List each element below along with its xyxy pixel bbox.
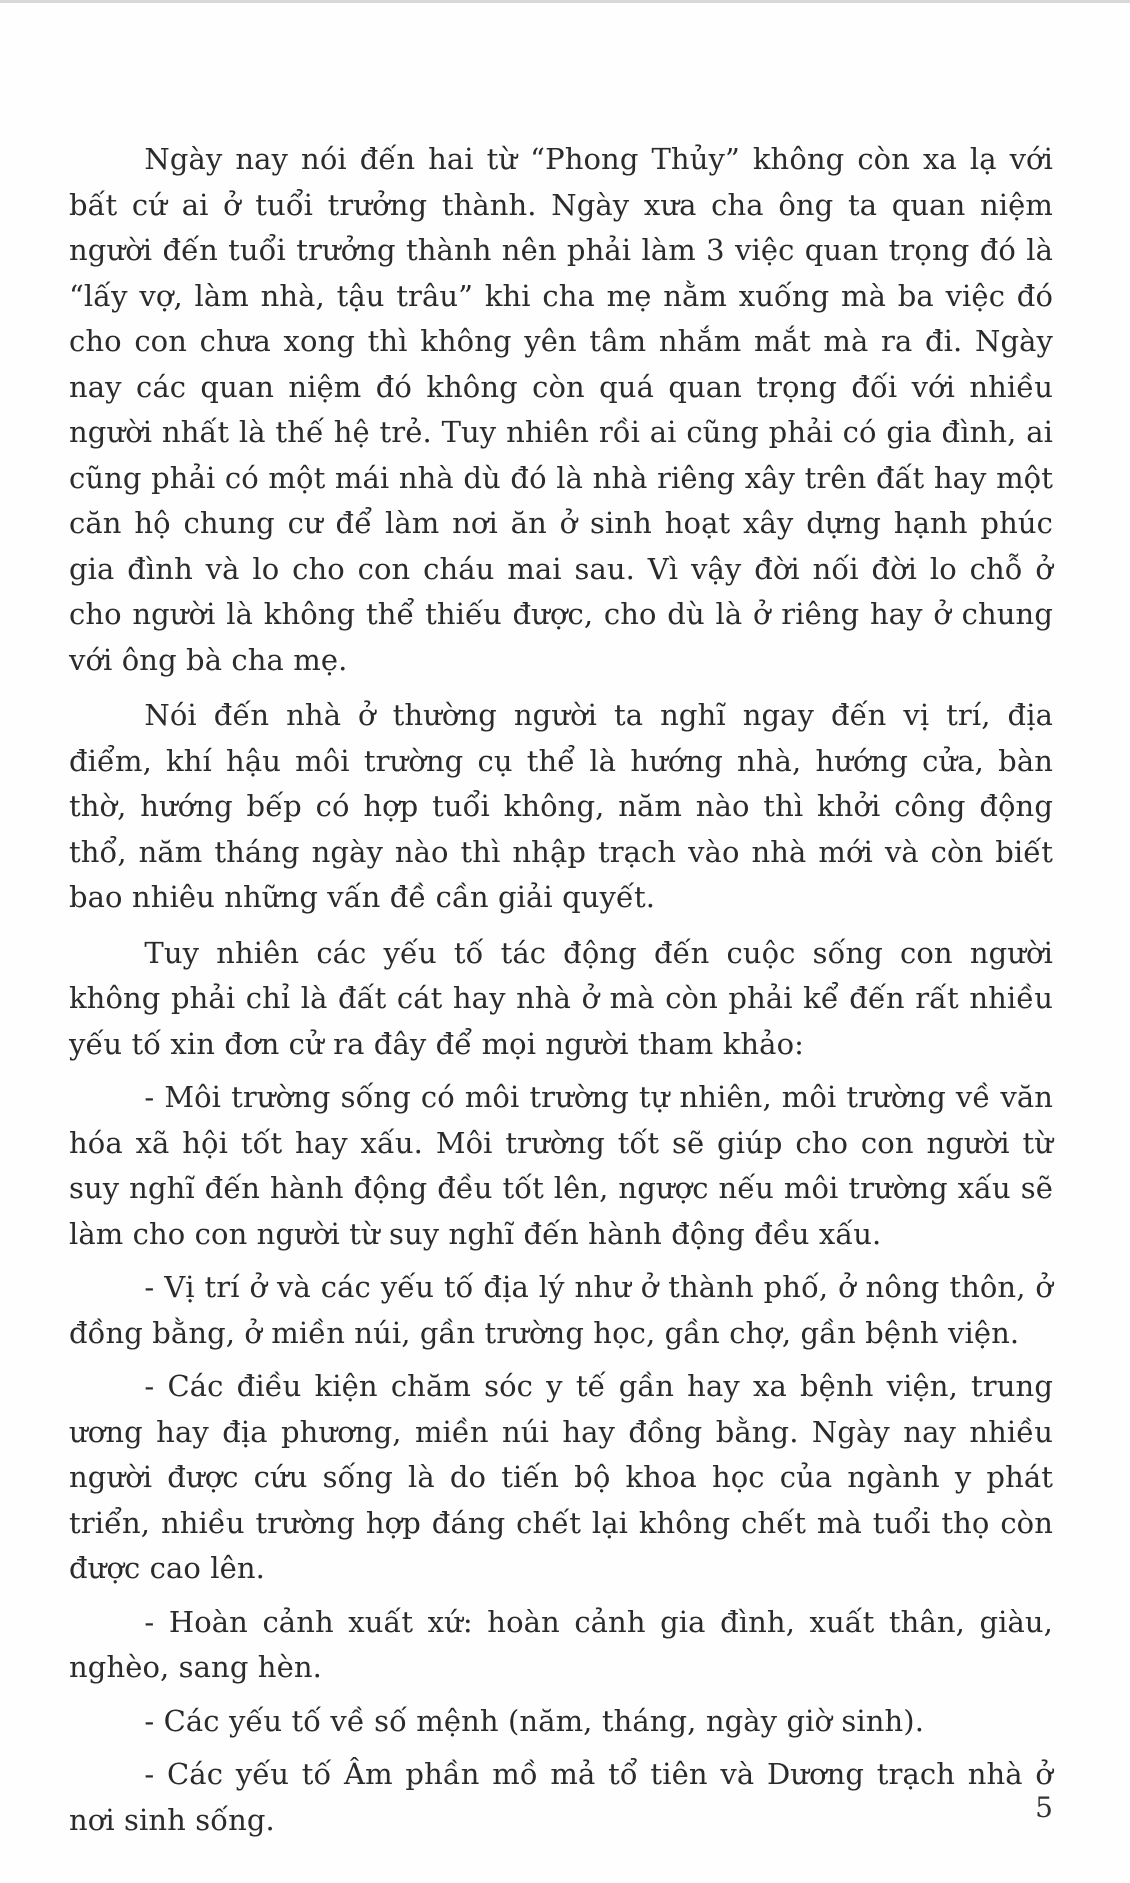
list-item-location: - Vị trí ở và các yếu tố địa lý như ở thành phố, ở nông thôn, ở đồng bằng, ở miền núi, gần trường học, gần chợ, gần bệnh viện. xyxy=(69,1270,1053,1350)
paragraph-2: Nói đến nhà ở thường người ta nghĩ ngay đến vị trí, địa điểm, khí hậu môi trường cụ thể là hướng nhà, hướng cửa, bàn thờ, hướng bếp có hợp tuổi không, năm nào thì khởi công động thổ, năm tháng ngày nào thì nhập trạch vào nhà mới và còn biết bao nhiêu những vấn đề cần giải quyết. xyxy=(69,698,1053,914)
body-text xyxy=(69,137,1053,1851)
paragraph-1: Ngày nay nói đến hai từ “Phong Thủy” không còn xa lạ với bất cứ ai ở tuổi trưởng thành. Ngày xưa cha ông ta quan niệm người đến tuổi trưởng thành nên phải làm 3 việc quan trọng đó là “lấy vợ, làm nhà, tậu trâu” khi cha mẹ nằm xuống mà ba việc đó cho con chưa xong thì không yên tâm nhắm mắt mà ra đi. Ngày nay các quan niệm đó không còn quá quan trọng đối với nhiều người nhất là thế hệ trẻ. Tuy nhiên rồi ai cũng phải có gia đình, ai cũng phải có một mái nhà dù đó là nhà riêng xây trên đất hay một căn hộ chung cư để làm nơi ăn ở sinh hoạt xây dựng hạnh phúc gia đình và lo cho con cháu mai sau. Vì vậy đời nối đời lo chỗ ở cho người là không thể thiếu được, cho dù là ở riêng hay ở chung với ông bà cha mẹ. xyxy=(69,142,1053,677)
list-item-healthcare: - Các điều kiện chăm sóc y tế gần hay xa bệnh viện, trung ương hay địa phương, miền núi hay đồng bằng. Ngày nay nhiều người được cứu sống là do tiến bộ khoa học của ngành y phát triển, nhiều trường hợp đáng chết lại không chết mà tuổi thọ còn được cao lên. xyxy=(69,1369,1053,1585)
list-item-environment: - Môi trường sống có môi trường tự nhiên, môi trường về văn hóa xã hội tốt hay xấu. Môi trường tốt sẽ giúp cho con người từ suy nghĩ đến hành động đều tốt lên, ngược nếu môi trường xấu sẽ làm cho con người từ suy nghĩ đến hành động đều xấu. xyxy=(69,1080,1053,1251)
list-item-destiny: - Các yếu tố về số mệnh (năm, tháng, ngày giờ sinh). xyxy=(144,1703,925,1738)
paragraph-3: Tuy nhiên các yếu tố tác động đến cuộc sống con người không phải chỉ là đất cát hay nhà ở mà còn phải kể đến rất nhiều yếu tố xin đơn cử ra đây để mọi người tham khảo: xyxy=(69,935,1053,1061)
list-item-background: - Hoàn cảnh xuất xứ: hoàn cảnh gia đình, xuất thân, giàu, nghèo, sang hèn. xyxy=(69,1604,1053,1684)
page-number: 5 xyxy=(1035,1791,1053,1824)
list-item-graves-and-house: - Các yếu tố Âm phần mồ mả tổ tiên và Dương trạch nhà ở nơi sinh sống. xyxy=(69,1757,1053,1837)
